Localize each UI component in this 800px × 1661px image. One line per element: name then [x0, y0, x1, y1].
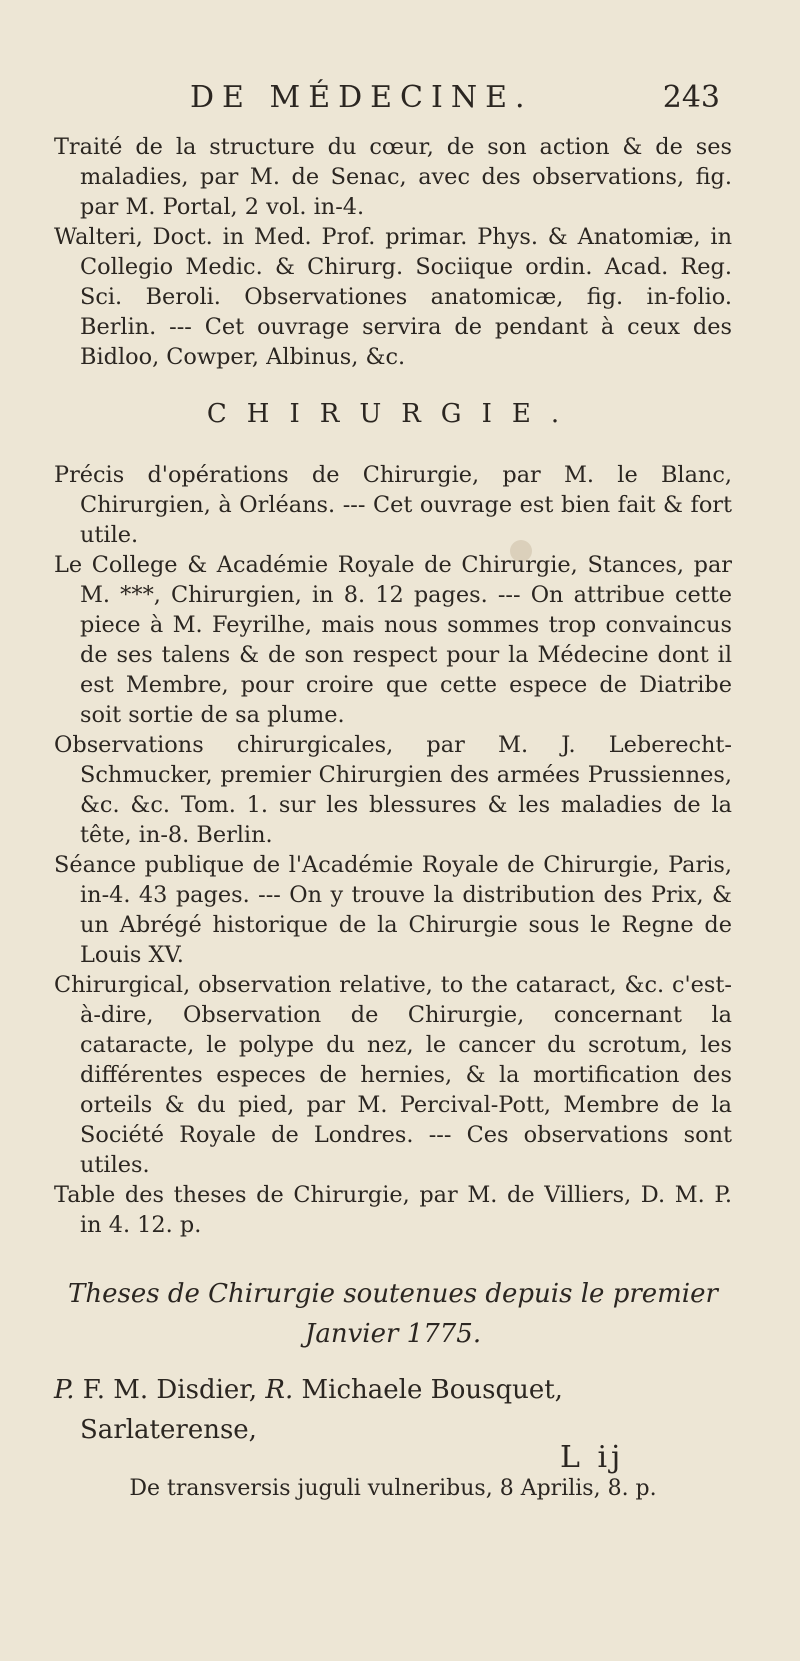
running-head: DE MÉDECINE. [190, 80, 533, 115]
praeses-name: F. M. Disdier, [82, 1375, 258, 1405]
respondens-name: Michaele Bousquet, Sarlaterense, [80, 1375, 563, 1445]
bibliography-entry: Chirurgical, observation relative, to the cataract, &c. c'est-à-dire, Observation de Chirurgie, concernant la cataracte, le polype du nez, le cancer du scrotum, les différentes especes de hernies, & la mortification des orteils & du pied, par M. Percival-Pott, Membre de la Société Royale de Londres. --- Ces observations sont utiles. [54, 972, 732, 1178]
bibliography-entry: Walteri, Doct. in Med. Prof. primar. Phys. & Anatomiæ, in Collegio Medic. & Chirurg. Sociique ordin. Acad. Reg. Sci. Beroli. Observationes anatomicæ, fig. in-folio. Berlin. --- Cet ouvrage servira de pendant à ceux des Bidloo, Cowper, Albinus, &c. [54, 224, 732, 370]
bibliography-entry: Le College & Académie Royale de Chirurgie, Stances, par M. ***, Chirurgien, in 8. 12 pages. --- On attribue cette piece à M. Feyrilhe, mais nous sommes trop convaincus de ses talens & de son respect pour la Médecine dont il est Membre, pour croire que cette espece de Diatribe soit sortie de sa plume. [54, 552, 732, 728]
theses-heading-line: Theses de Chirurgie soutenues depuis le premier [68, 1279, 718, 1309]
signature-mark: L ij [560, 1440, 625, 1475]
section-heading: CHIRURGIE. [206, 399, 580, 429]
bibliography-entry: Observations chirurgicales, par M. J. Leberecht-Schmucker, premier Chirurgien des armées Prussiennes, &c. &c. Tom. 1. sur les blessures & les maladies de la tête, in-8. Berlin. [54, 732, 732, 848]
theses-heading-line: Janvier 1775. [304, 1319, 482, 1349]
bibliography-entry: Traité de la structure du cœur, de son action & de ses maladies, par M. de Senac, avec des observations, fig. par M. Portal, 2 vol. in-4. [54, 134, 732, 220]
page-header [190, 80, 720, 124]
praeses-label: P. [54, 1375, 75, 1405]
body-text [54, 132, 732, 1504]
bibliography-entry: Précis d'opérations de Chirurgie, par M. le Blanc, Chirurgien, à Orléans. --- Cet ouvrage est bien fait & fort utile. [54, 462, 732, 548]
respondens-label: R. [265, 1375, 294, 1405]
bibliography-entry: Table des theses de Chirurgie, par M. de Villiers, D. M. P. in 4. 12. p. [54, 1182, 732, 1238]
theses-heading [54, 1274, 732, 1354]
thesis-entry [54, 1370, 732, 1450]
thesis-title: De transversis juguli vulneribus, 8 Aprilis, 8. p. [129, 1476, 657, 1501]
bibliography-entry: Séance publique de l'Académie Royale de Chirurgie, Paris, in-4. 43 pages. --- On y trouve la distribution des Prix, & un Abrégé historique de la Chirurgie sous le Regne de Louis XV. [54, 852, 732, 968]
page-number: 243 [662, 80, 720, 115]
